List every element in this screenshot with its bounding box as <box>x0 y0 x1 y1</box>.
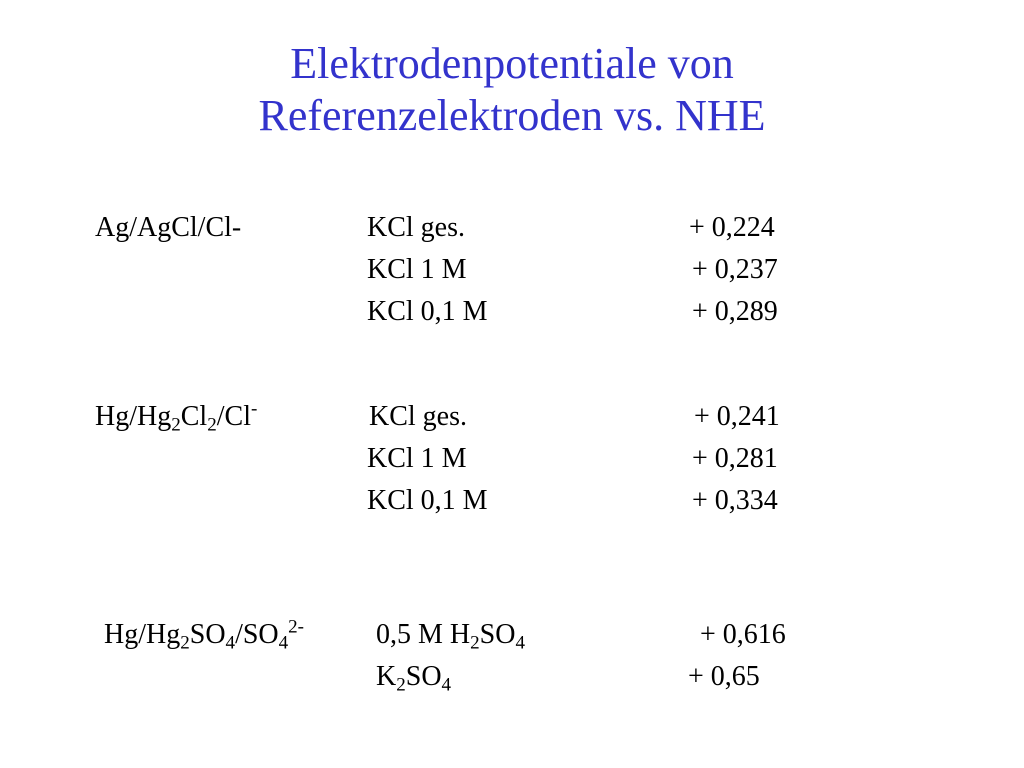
electrode-calomel: $Hg/Hg_2Cl_2/Cl^-$ <box>95 398 258 436</box>
electrode-mercury-sulfate: $Hg/Hg_2SO_4/SO_4^{2-}$ <box>104 616 305 654</box>
electrode-ag-agcl: Ag/AgCl/Cl- <box>95 212 242 243</box>
potential-value: + 0,616 <box>700 619 786 650</box>
solution-sulfuric-acid: 0,5 M $H_2SO_4$ <box>376 619 525 654</box>
potential-value: + 0,237 <box>692 254 778 285</box>
title-line-2: Referenzelektroden vs. NHE <box>258 91 766 140</box>
title-line-1: Elektrodenpotentiale von <box>290 39 734 88</box>
solution-kcl-0-1m: KCl 0,1 M <box>367 485 488 516</box>
solution-kcl-saturated: KCl ges. <box>367 212 465 243</box>
potential-value: + 0,241 <box>694 401 780 432</box>
potential-value: + 0,224 <box>689 212 775 243</box>
slide-title <box>0 38 1024 142</box>
solution-kcl-1m: KCl 1 M <box>367 254 467 285</box>
potential-value: + 0,65 <box>688 661 760 692</box>
solution-potassium-sulfate: $K_2SO_4$ <box>376 661 452 696</box>
potential-value: + 0,281 <box>692 443 778 474</box>
solution-kcl-saturated: KCl ges. <box>369 401 467 432</box>
potential-value: + 0,334 <box>692 485 778 516</box>
solution-kcl-0-1m: KCl 0,1 M <box>367 296 488 327</box>
solution-kcl-1m: KCl 1 M <box>367 443 467 474</box>
potential-value: + 0,289 <box>692 296 778 327</box>
